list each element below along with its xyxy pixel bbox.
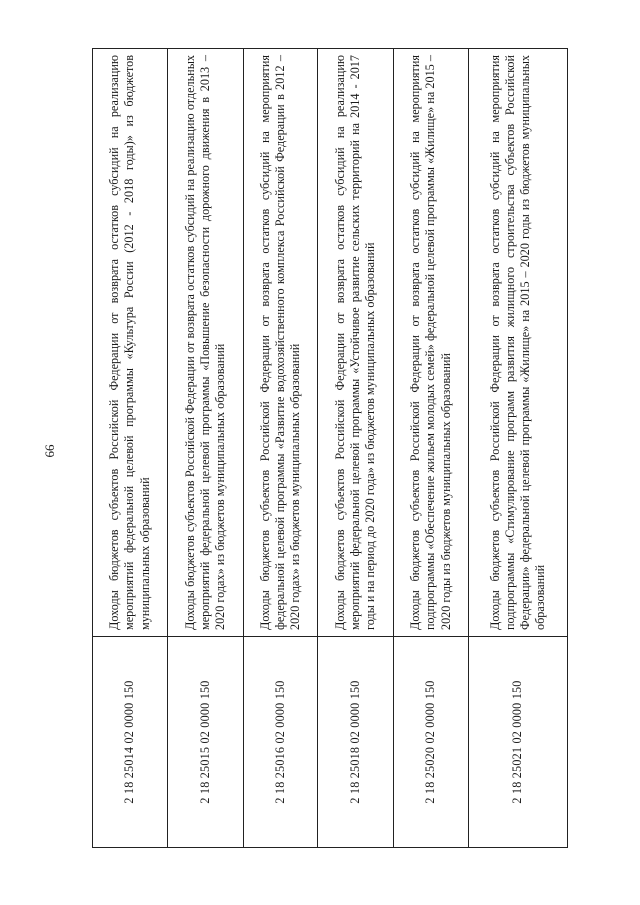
code-cell: 2 18 25021 02 0000 150 — [469, 637, 568, 848]
code-cell: 2 18 25015 02 0000 150 — [168, 637, 244, 848]
table-row — [469, 49, 568, 848]
income-codes-table — [92, 48, 568, 848]
table-row — [93, 49, 168, 848]
description-cell: Доходы бюджетов субъектов Российской Федерации от возврата остатков субсидий на мероприятия федеральной целевой программы «Развитие водохозяйственного комплекса Российской Федерации в 2012 – 2020 годах» из бюджетов муниципальных образований — [244, 49, 318, 637]
code-cell: 2 18 25018 02 0000 150 — [318, 637, 394, 848]
description-cell: Доходы бюджетов субъектов Российской Федерации от возврата остатков субсидий на реализацию отдельных мероприятий федеральной целевой программы «Повышение безопасности дорожного движения в 2013 – 2020 годах» из бюджетов муниципальных образований — [168, 49, 244, 637]
code-cell: 2 18 25020 02 0000 150 — [394, 637, 469, 848]
description-cell: Доходы бюджетов субъектов Российской Федерации от возврата остатков субсидий на мероприятия подпрограммы «Стимулирование программ развития жилищного строительства субъектов Российской Федерации» федеральной целевой программы «Жилище» на 2015 – 2020 годы из бюджетов муниципальных образований — [469, 49, 568, 637]
page-number: 66 — [42, 444, 57, 458]
description-cell: Доходы бюджетов субъектов Российской Федерации от возврата остатков субсидий на мероприятия подпрограммы «Обеспечение жильем молодых семей» федеральной целевой программы «Жилище» на 2015 – 2020 годы из бюджетов муниципальных образований — [394, 49, 469, 637]
table-row — [168, 49, 244, 848]
table-rotation-wrapper — [92, 48, 552, 848]
code-cell: 2 18 25016 02 0000 150 — [244, 637, 318, 848]
table-row — [318, 49, 394, 848]
description-cell: Доходы бюджетов субъектов Российской Федерации от возврата остатков субсидий на реализацию мероприятий федеральной целевой программы «Культура России (2012 - 2018 годы)» из бюджетов муниципальных образований — [93, 49, 168, 637]
rotated-table-container — [92, 48, 552, 848]
description-cell: Доходы бюджетов субъектов Российской Федерации от возврата остатков субсидий на реализацию мероприятий федеральной целевой программы «Устойчивое развитие сельских территорий на 2014 - 2017 годы и на период до 2020 года» из бюджетов муниципальных образований — [318, 49, 394, 637]
table-row — [394, 49, 469, 848]
table-row — [244, 49, 318, 848]
code-cell: 2 18 25014 02 0000 150 — [93, 637, 168, 848]
